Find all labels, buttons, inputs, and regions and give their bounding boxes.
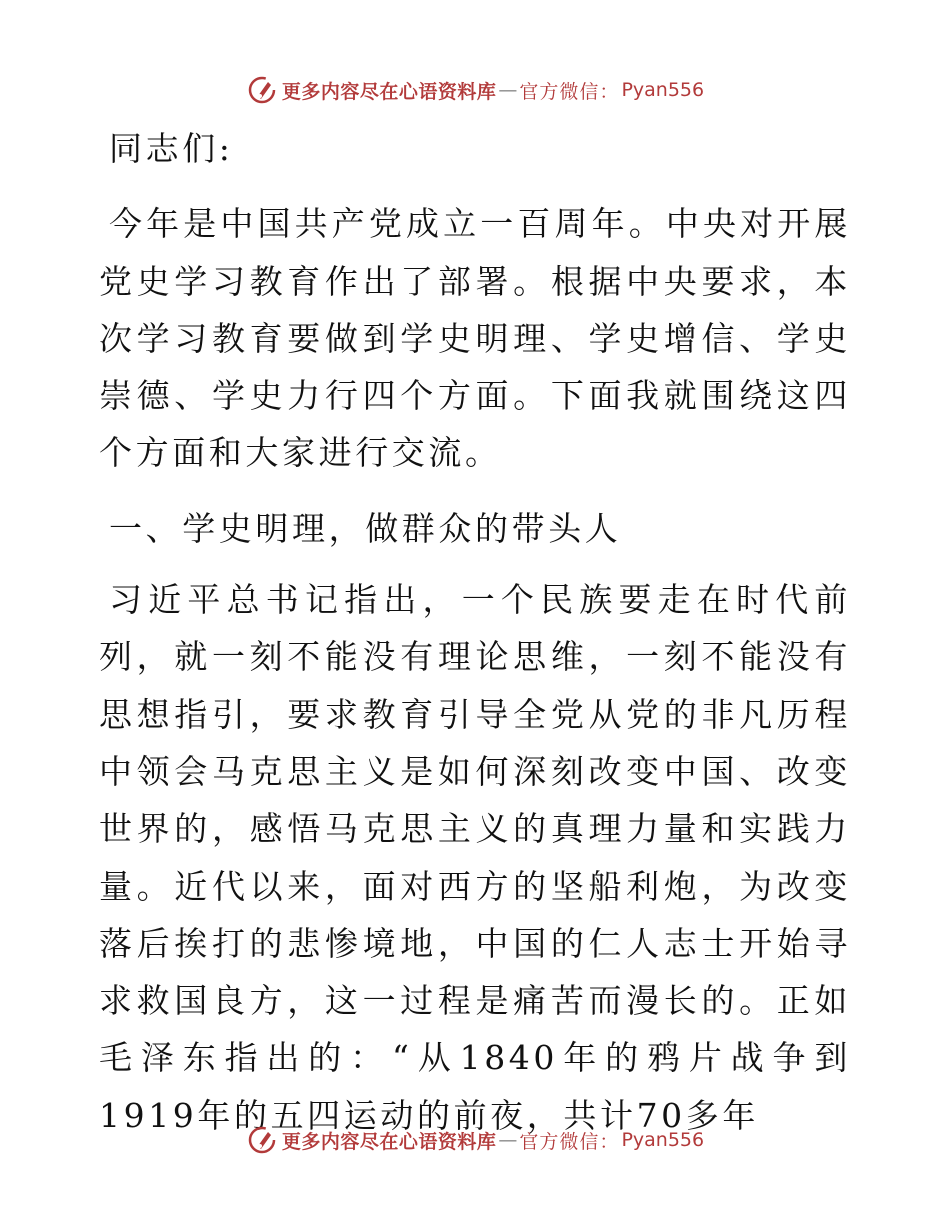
pen-nib-logo-icon (246, 74, 278, 106)
watermark-official-label: 官方微信： (519, 80, 620, 103)
watermark-brand: 更多内容尽在心语资料库 (281, 1130, 497, 1153)
section-heading: 一、学史明理，做群众的带头人 (109, 508, 622, 548)
greeting: 同志们: (109, 129, 234, 168)
header-watermark (0, 72, 950, 108)
watermark-separator: — (498, 79, 518, 101)
footer-watermark (0, 1122, 950, 1158)
watermark-brand: 更多内容尽在心语资料库 (281, 80, 497, 103)
watermark-separator: — (498, 1129, 518, 1151)
watermark-wechat-id: Pyan556 (621, 1129, 705, 1151)
watermark-wechat-id: Pyan556 (621, 79, 705, 101)
section-body-paragraph: 习近平总书记指出，一个民族要走在时代前列，就一刻不能没有理论思维，一刻不能没有思想指引，要求教育引导全党从党的非凡历程中领会马克思主义是如何深刻改变中国、改变世界的，感悟马克思主义的真理力量和实践力量。近代以来，面对西方的坚船利炮，为改变落后挨打的悲惨境地，中国的仁人志士开始寻求救国良方，这一过程是痛苦而漫长的。正如毛泽东指出的：“从1840年的鸦片战争到1919年的五四运动的前夜，共计70多年 (99, 580, 851, 1135)
intro-paragraph: 今年是中国共产党成立一百周年。中央对开展党史学习教育作出了部署。根据中央要求，本次学习教育要做到学史明理、学史增信、学史崇德、学史力行四个方面。下面我就围绕这四个方面和大家进行交流。 (99, 204, 851, 473)
pen-nib-logo-icon (246, 1124, 278, 1156)
watermark-official-label: 官方微信： (519, 1130, 620, 1153)
document-body (99, 120, 851, 1144)
